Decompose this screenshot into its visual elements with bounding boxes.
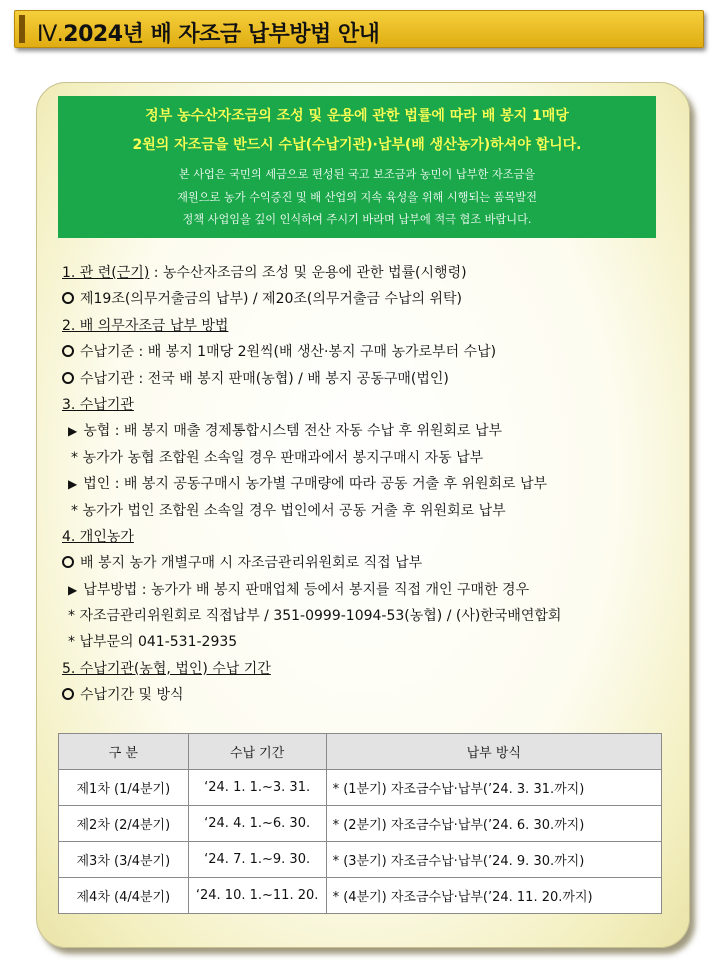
circle-bullet-icon [62,292,74,304]
section-4-item-1-text: 배 봉지 농가 개별구매 시 자조금관리위원회로 직접 납부 [80,555,423,572]
section-2-item-1-text: 수납기준 : 배 봉지 1매당 2원씩(배 생산·봉지 구매 농가로부터 수납) [80,344,497,361]
section-4-heading-text: 4. 개인농가 [62,528,134,545]
guide-body [62,260,682,709]
section-5-heading [62,656,682,682]
section-1-item-text: 제19조(의무거출금의 납부) / 제20조(의무거출금 수납의 위탁) [80,291,462,308]
circle-bullet-icon [62,556,74,568]
table-header-method: 납부 방식 [326,734,661,770]
title-numeral: Ⅳ. [37,22,64,47]
section-5-item-1-text: 수납기간 및 방식 [80,687,184,704]
triangle-bullet-icon: ▶ [68,424,78,439]
section-1-heading-rest: : 농수산자조금의 조성 및 운용에 관한 법률(시행령) [149,265,467,281]
section-4-note-1: * 자조금관리위원회로 직접납부 / 351-0999-1094-53(농협) / (사)한국배연합회 [68,608,562,625]
section-1-item [62,286,682,312]
page-title [37,17,379,48]
table-row [59,878,662,914]
section-3-heading-text: 3. 수납기관 [62,396,134,413]
section-5-heading-text: 5. 수납기관(농협, 법인) 수납 기간 [62,660,271,677]
table-row [59,770,662,806]
table-cell-category: 제4차 (4/4분기) [59,878,189,914]
section-3-item-2 [62,471,682,497]
table-cell-category: 제3차 (3/4분기) [59,842,189,878]
section-3-item-1 [62,418,682,444]
table-cell-category: 제1차 (1/4분기) [59,770,189,806]
triangle-bullet-icon: ▶ [68,477,78,492]
table-header-category: 구 분 [59,734,189,770]
table-cell-period: ‘24. 4. 1.~6. 30. [188,806,326,842]
title-bar [14,10,704,48]
section-3-item-1-text: 농협 : 배 봉지 매출 경제통합시스템 전산 자동 수납 후 위원회로 납부 [83,423,503,440]
table-row [59,842,662,878]
notice-body-line-3: 정책 사업임을 깊이 인식하여 주시기 바라며 납부에 적극 협조 바랍니다. [182,213,532,226]
section-3-heading [62,392,682,418]
section-1-heading-label: 1. 관 련(근기) [62,265,150,281]
title-text: 2024년 배 자조금 납부방법 안내 [63,22,380,47]
section-2-heading-text: 2. 배 의무자조금 납부 방법 [62,317,229,334]
notice-body-line-2: 재원으로 농가 수익증진 및 배 산업의 지속 육성을 위해 시행되는 품목발전 [177,190,537,204]
notice-box [58,96,656,238]
notice-highlight-line-2: 2원의 자조금을 반드시 수납(수납기관)·납부(배 생산농가)하셔야 합니다. [132,137,582,153]
table-cell-period: ‘24. 1. 1.~3. 31. [188,770,326,806]
circle-bullet-icon [62,688,74,700]
table-header-period: 수납 기간 [188,734,326,770]
section-2-item-1 [62,339,682,365]
circle-bullet-icon [62,345,74,357]
section-1-heading [62,260,682,286]
table-cell-category: 제2차 (2/4분기) [59,806,189,842]
section-2-heading [62,313,682,339]
table-cell-method: * (4분기) 자조금수납·납부(’24. 11. 20.까지) [326,878,661,914]
table-cell-method: * (3분기) 자조금수납·납부(’24. 9. 30.까지) [326,842,661,878]
table-cell-period: ‘24. 10. 1.~11. 20. [188,878,326,914]
notice-body-line-1: 본 사업은 국민의 세금으로 편성된 국고 보조금과 농민이 납부한 자조금을 [178,168,536,181]
collection-schedule-table [58,733,662,914]
section-2-item-2 [62,366,682,392]
section-4-item-1 [62,550,682,576]
section-4-heading [62,524,682,550]
section-2-item-2-text: 수납기관 : 전국 배 봉지 판매(농협) / 배 봉지 공동구매(법인) [80,370,449,387]
table-row [59,806,662,842]
notice-highlight-line-1: 정부 농수산자조금의 조성 및 운용에 관한 법률에 따라 배 봉지 1매당 [145,108,569,124]
table-cell-period: ‘24. 7. 1.~9. 30. [188,842,326,878]
title-accent-bar [19,15,25,43]
triangle-bullet-icon: ▶ [68,582,78,597]
table-cell-method: * (2분기) 자조금수납·납부(’24. 6. 30.까지) [326,806,661,842]
section-3-note-1: * 농가가 농협 조합원 소속일 경우 판매과에서 봉지구매시 자동 납부 [71,449,484,466]
section-3-note-2: * 농가가 법인 조합원 소속일 경우 법인에서 공동 거출 후 위원회로 납부 [71,502,506,519]
section-4-note-2: * 납부문의 041-531-2935 [68,634,238,651]
section-4-item-2 [62,577,682,603]
section-5-item-1 [62,682,682,708]
section-4-item-2-text: 납부방법 : 농가가 배 봉지 판매업체 등에서 봉지를 직접 개인 구매한 경우 [83,581,530,598]
circle-bullet-icon [62,372,74,384]
table-cell-method: * (1분기) 자조금수납·납부(’24. 3. 31.까지) [326,770,661,806]
section-3-item-2-text: 법인 : 배 봉지 공동구매시 농가별 구매량에 따라 공동 거출 후 위원회로 납부 [83,476,548,493]
table-header-row [59,734,662,770]
